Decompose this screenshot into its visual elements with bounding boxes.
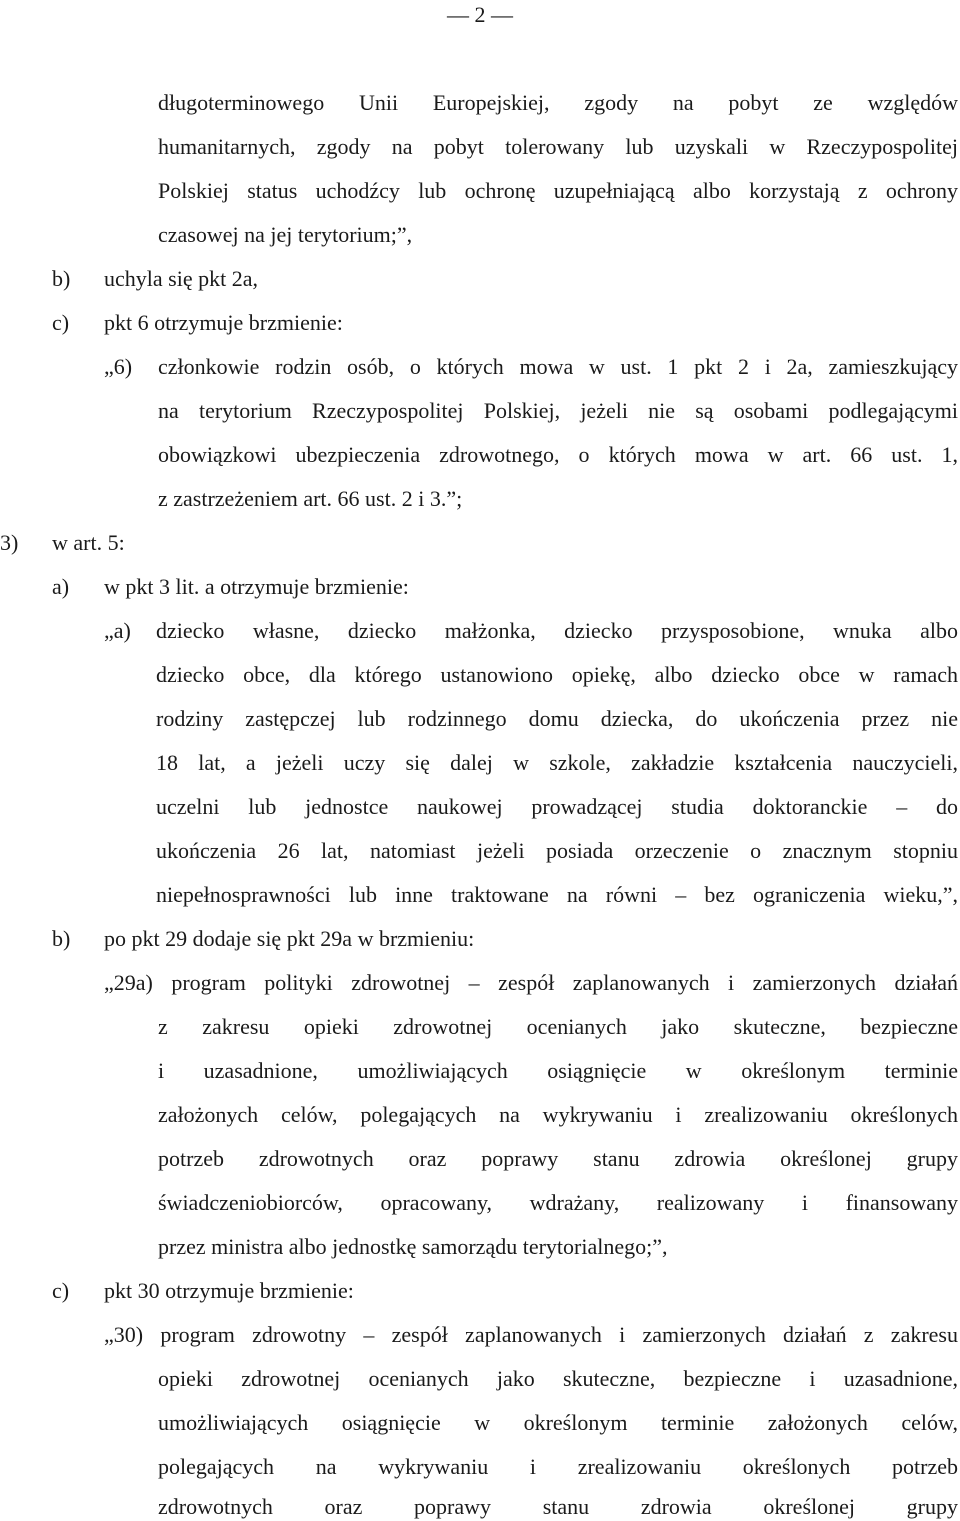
- text-line: w pkt 3 lit. a otrzymuje brzmienie:: [104, 574, 409, 599]
- text-line: obowiązkowi ubezpieczenia zdrowotnego, o których mowa w art. 66 ust. 1,: [158, 442, 958, 467]
- text-line: po pkt 29 dodaje się pkt 29a w brzmieniu:: [104, 926, 475, 951]
- text-line: „30) program zdrowotny – zespół zaplanowanych i zamierzonych działań z zakresu: [104, 1322, 958, 1347]
- text-line: ukończenia 26 lat, natomiast jeżeli posiada orzeczenie o znacznym stopniu: [156, 838, 958, 863]
- page-number: — 2 —: [447, 2, 513, 27]
- text-line: uczelni lub jednostce naukowej prowadzącej studia doktoranckie – do: [156, 794, 958, 819]
- list-marker: c): [52, 310, 70, 335]
- text-line: długoterminowego Unii Europejskiej, zgody na pobyt ze względów: [158, 90, 958, 115]
- text-line: i uzasadnione, umożliwiających osiągnięcie w określonym terminie: [158, 1058, 958, 1083]
- text-line: na terytorium Rzeczypospolitej Polskiej, jeżeli nie są osobami podlegającymi: [158, 398, 958, 423]
- text-line: członkowie rodzin osób, o których mowa w ust. 1 pkt 2 i 2a, zamieszkujący: [158, 354, 958, 379]
- text-line: potrzeb zdrowotnych oraz poprawy stanu zdrowia określonej grupy: [158, 1146, 958, 1171]
- text-line: założonych celów, polegających na wykrywaniu i zrealizowaniu określonych: [158, 1102, 958, 1127]
- text-line: opieki zdrowotnej ocenianych jako skuteczne, bezpieczne i uzasadnione,: [158, 1366, 958, 1391]
- text-line: pkt 30 otrzymuje brzmienie:: [104, 1278, 354, 1303]
- text-line: uchyla się pkt 2a,: [104, 266, 258, 291]
- text-line: 18 lat, a jeżeli uczy się dalej w szkole, zakładzie kształcenia nauczycieli,: [156, 750, 958, 775]
- text-line: „29a) program polityki zdrowotnej – zespół zaplanowanych i zamierzonych działań: [104, 970, 958, 995]
- text-line: zdrowotnych oraz poprawy stanu zdrowia określonej grupy: [158, 1494, 958, 1519]
- list-marker: 3): [0, 530, 19, 555]
- text-line: z zastrzeżeniem art. 66 ust. 2 i 3.”;: [158, 486, 463, 511]
- list-marker: b): [52, 926, 71, 951]
- text-line: niepełnosprawności lub inne traktowane na równi – bez ograniczenia wieku,”,: [156, 882, 958, 907]
- text-line: w art. 5:: [52, 530, 125, 555]
- list-marker: b): [52, 266, 71, 291]
- list-marker: „6): [104, 354, 133, 379]
- text-line: pkt 6 otrzymuje brzmienie:: [104, 310, 343, 335]
- text-line: humanitarnych, zgody na pobyt tolerowany lub uzyskali w Rzeczypospolitej: [158, 134, 958, 159]
- text-line: Polskiej status uchodźcy lub ochronę uzupełniającą albo korzystają z ochrony: [158, 178, 958, 203]
- text-line: z zakresu opieki zdrowotnej ocenianych jako skuteczne, bezpieczne: [158, 1014, 958, 1039]
- text-line: polegających na wykrywaniu i zrealizowaniu określonych potrzeb: [158, 1454, 958, 1479]
- list-marker: „a): [104, 618, 131, 643]
- text-line: świadczeniobiorców, opracowany, wdrażany, realizowany i finansowany: [158, 1190, 958, 1215]
- list-marker: a): [52, 574, 70, 599]
- list-marker: c): [52, 1278, 70, 1303]
- text-line: przez ministra albo jednostkę samorządu terytorialnego;”,: [158, 1234, 668, 1259]
- text-line: dziecko obce, dla którego ustanowiono opiekę, albo dziecko obce w ramach: [156, 662, 958, 687]
- text-line: umożliwiających osiągnięcie w określonym terminie założonych celów,: [158, 1410, 958, 1435]
- text-line: rodziny zastępczej lub rodzinnego domu dziecka, do ukończenia przez nie: [156, 706, 958, 731]
- text-line: dziecko własne, dziecko małżonka, dziecko przysposobione, wnuka albo: [156, 618, 958, 643]
- text-line: czasowej na jej terytorium;”,: [158, 222, 413, 247]
